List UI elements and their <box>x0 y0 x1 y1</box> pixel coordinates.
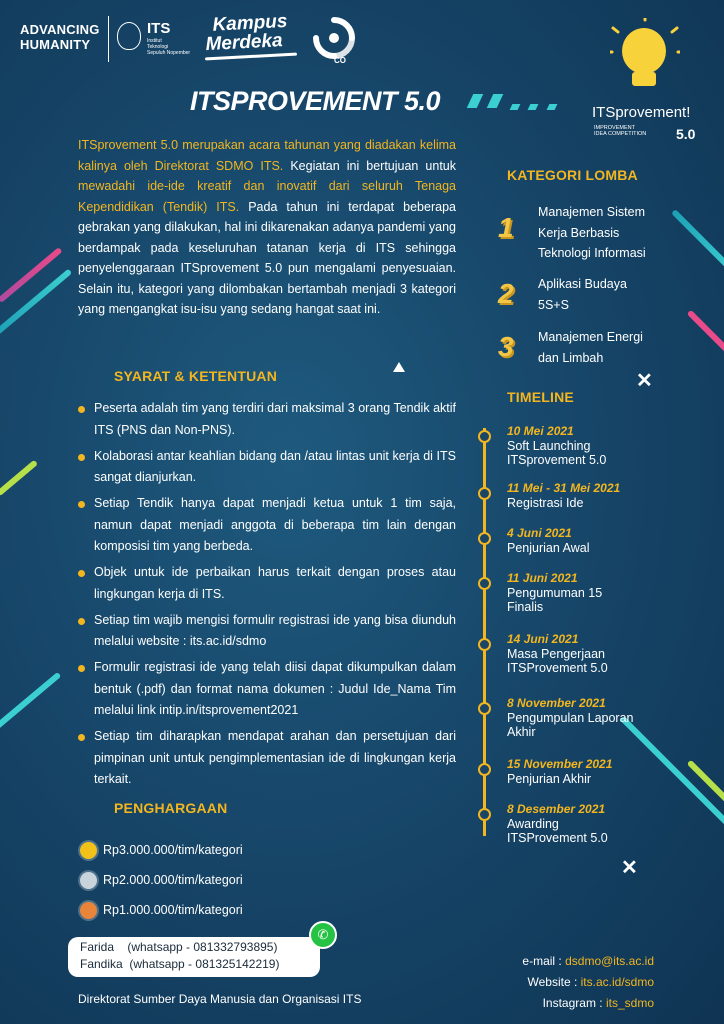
email-label: e-mail : <box>522 954 562 968</box>
stripe <box>487 94 504 108</box>
timeline-dot <box>478 808 491 821</box>
page-title: ITSPROVEMENT 5.0 <box>190 86 441 116</box>
co-logo-text: CO <box>334 56 346 65</box>
award-item <box>80 835 243 865</box>
triangle-icon <box>393 362 405 372</box>
x-mark-icon: ✕ <box>636 370 653 392</box>
footer-organization: Direktorat Sumber Daya Manusia dan Organisasi ITS <box>78 992 362 1006</box>
gold-medal-icon <box>80 842 97 859</box>
award-amount: Rp3.000.000/tim/kategori <box>103 843 243 857</box>
instagram-link[interactable]: its_sdmo <box>605 996 654 1010</box>
category-number: 2 <box>498 278 514 309</box>
instagram-row <box>522 993 654 1014</box>
whatsapp-icon[interactable]: ✆ <box>309 921 337 949</box>
rule-item: Peserta adalah tim yang terdiri dari maksimal 3 orang Tendik aktif ITS (PNS dan Non-PNS). <box>78 398 456 441</box>
timeline-date: 4 Juni 2021 <box>507 526 572 540</box>
contact-box <box>68 937 320 977</box>
deco-streak <box>0 460 38 497</box>
timeline-date: 11 Juni 2021 <box>507 571 578 585</box>
timeline-desc-line: Registrasi Ide <box>507 496 584 510</box>
intro-text: Kegiatan ini bertujuan untuk <box>283 158 456 173</box>
title-stripes <box>470 92 562 110</box>
x-mark-icon: ✕ <box>621 857 638 879</box>
category-label: Manajemen Energi dan Limbah <box>538 330 643 365</box>
timeline-title: TIMELINE <box>507 389 574 405</box>
lightbulb-icon <box>622 28 666 74</box>
timeline-date: 8 Desember 2021 <box>507 802 606 816</box>
instagram-label: Instagram : <box>542 996 603 1010</box>
timeline-date: 15 November 2021 <box>507 757 613 771</box>
rule-item: Setiap tim diharapkan mendapat arahan dan persetujuan dari pimpinan unit untuk pengimplementasian ide di lingkungan kerja terkait. <box>78 726 456 791</box>
timeline-desc <box>507 647 608 675</box>
category-number: 1 <box>498 212 514 243</box>
timeline-desc-line: Pengumuman 15 <box>507 586 603 600</box>
rule-item: Formulir registrasi ide yang telah diisi dapat dikumpulkan dalam bentuk (.pdf) dan format nama dokumen : Judul Ide_Nama Tim melalui link intip.in/itsprovement2021 <box>78 657 456 722</box>
award-item <box>80 865 243 895</box>
advancing-line-1: ADVANCING <box>20 22 100 37</box>
itsprovement-logo-version: 5.0 <box>676 126 696 142</box>
silver-medal-icon <box>80 872 97 889</box>
deco-streak <box>620 716 724 826</box>
stripe <box>510 104 521 110</box>
award-amount: Rp1.000.000/tim/kategori <box>103 903 243 917</box>
timeline-dot <box>478 702 491 715</box>
its-subtitle-line: Teknologi <box>147 44 169 50</box>
timeline-desc-line: ITSProvement 5.0 <box>507 661 608 675</box>
website-label: Website : <box>527 975 578 989</box>
timeline-desc <box>507 496 583 510</box>
intro-paragraph <box>78 135 456 320</box>
timeline-date: 10 Mei 2021 <box>507 424 574 438</box>
intro-text: Pada tahun ini terdapat beberapa gebrakan yang dilakukan, hal ini dikarenakan adanya pandemi yang berdampak pada keseluruhan tatanan kerja di ITS sehingga penyelenggaraan ITSprovement 5.0 pun mengalami penyesuaian. Selain itu, kategori yang dilombakan bertambah menjadi 3 kategori yang mengangkat isu-isu yang sedang hangat saat ini. <box>78 199 456 316</box>
website-link[interactable]: its.ac.id/sdmo <box>580 975 654 989</box>
awards-title: PENGHARGAAN <box>114 800 228 816</box>
stripe <box>528 104 539 110</box>
timeline-dot <box>478 577 491 590</box>
timeline-desc <box>507 772 591 786</box>
timeline-desc-line: Akhir <box>507 725 536 739</box>
email-link[interactable]: dsdmo@its.ac.id <box>565 954 654 968</box>
logo-subtitle-line: IDEA COMPETITION <box>594 131 647 137</box>
itsprovement-logo <box>590 18 710 148</box>
deco-streak <box>687 310 724 357</box>
timeline-desc-line: ITSProvement 5.0 <box>507 831 608 845</box>
timeline-desc-line: Finalis <box>507 600 544 614</box>
categories-title: KATEGORI LOMBA <box>507 167 638 183</box>
timeline-date: 14 Juni 2021 <box>507 632 579 646</box>
timeline-desc-line: Penjurian Awal <box>507 541 590 555</box>
deco-streak <box>0 672 61 734</box>
timeline-dot <box>478 487 491 500</box>
timeline-desc <box>507 586 602 614</box>
timeline-desc-line: Soft Launching <box>507 439 591 453</box>
timeline-desc-line: ITSprovement 5.0 <box>507 453 607 467</box>
timeline-desc-line: Pengumpulan Laporan <box>507 711 634 725</box>
stripe <box>546 104 557 110</box>
rule-item: Setiap tim wajib mengisi formulir registrasi ide yang bisa diunduh melalui website : its.ac.id/sdmo <box>78 610 456 653</box>
timeline-date: 8 November 2021 <box>507 696 606 710</box>
category-number: 3 <box>498 331 514 362</box>
website-row <box>522 972 654 993</box>
rule-item: Kolaborasi antar keahlian bidang dan /atau lintas unit kerja di ITS sangat dianjurkan. <box>78 446 456 489</box>
timeline-desc <box>507 541 589 555</box>
kampus-merdeka-logo <box>204 12 289 54</box>
timeline-desc <box>507 817 608 845</box>
lightbulb-base-icon <box>632 72 656 86</box>
co-logo-icon <box>310 14 358 62</box>
timeline-dot <box>478 430 491 443</box>
category-label: Manajemen Sistem Kerja Berbasis Teknologi Informasi <box>538 205 646 260</box>
its-subtitle-line: Sepuluh Nopember <box>147 50 191 56</box>
intro-highlight: ITSprovement 5.0 merupakan acara tahunan yang diadakan kelima kalinya oleh Direktorat SDMO ITS. <box>78 138 456 173</box>
contact-line: Farida (whatsapp - 081332793895) <box>80 940 278 954</box>
itsprovement-logo-subtitle <box>594 125 646 137</box>
timeline-dot <box>478 532 491 545</box>
timeline-desc <box>507 711 634 739</box>
rules-title: SYARAT & KETENTUAN <box>114 368 278 384</box>
itsprovement-logo-name: ITSprovement! <box>592 104 691 121</box>
timeline-dot <box>478 638 491 651</box>
rule-item: Objek untuk ide perbaikan harus terkait dengan proses atau lingkungan kerja di ITS. <box>78 562 456 605</box>
kampus-merdeka-line: Merdeka <box>205 30 284 56</box>
its-subtitle <box>147 38 197 56</box>
award-item <box>80 895 243 925</box>
email-row <box>522 951 654 972</box>
timeline-desc-line: Penjurian Akhir <box>507 772 592 786</box>
rule-item: Setiap Tendik hanya dapat menjadi ketua untuk 1 tim saja, namun dapat menjadi anggota di beberapa tim lain dengan komposisi tim yang berbeda. <box>78 493 456 558</box>
timeline-desc-line: Masa Pengerjaan <box>507 647 605 661</box>
intro-highlight: mewadahi ide-ide kreatif dan inovatif dari seluruh Tenaga Kependidikan (Tendik) ITS. <box>78 179 456 214</box>
contact-info <box>522 951 654 1014</box>
its-name: ITS <box>147 20 171 37</box>
rules-list <box>78 398 456 795</box>
advancing-line-2: HUMANITY <box>20 37 91 52</box>
logo-subtitle-line: IMPROVEMENT <box>594 125 635 131</box>
award-amount: Rp2.000.000/tim/kategori <box>103 873 243 887</box>
category-label: Aplikasi Budaya 5S+S <box>538 277 627 312</box>
deco-streak <box>0 269 72 338</box>
stripe <box>467 94 484 108</box>
its-logo <box>108 16 195 62</box>
timeline-date: 11 Mei - 31 Mei 2021 <box>507 481 621 495</box>
bronze-medal-icon <box>80 902 97 919</box>
deco-streak <box>671 209 724 277</box>
deco-streak <box>0 247 63 303</box>
awards-list <box>80 835 243 925</box>
contact-line: Fandika (whatsapp - 081325142219) <box>80 957 280 971</box>
timeline-desc <box>507 439 606 467</box>
timeline-dot <box>478 763 491 776</box>
timeline-desc-line: Awarding <box>507 817 559 831</box>
advancing-humanity-logo <box>20 22 100 52</box>
kampus-merdeka-line: Kampus <box>211 10 288 36</box>
its-seal-icon <box>117 22 141 50</box>
its-subtitle-line: Institut <box>147 38 162 44</box>
